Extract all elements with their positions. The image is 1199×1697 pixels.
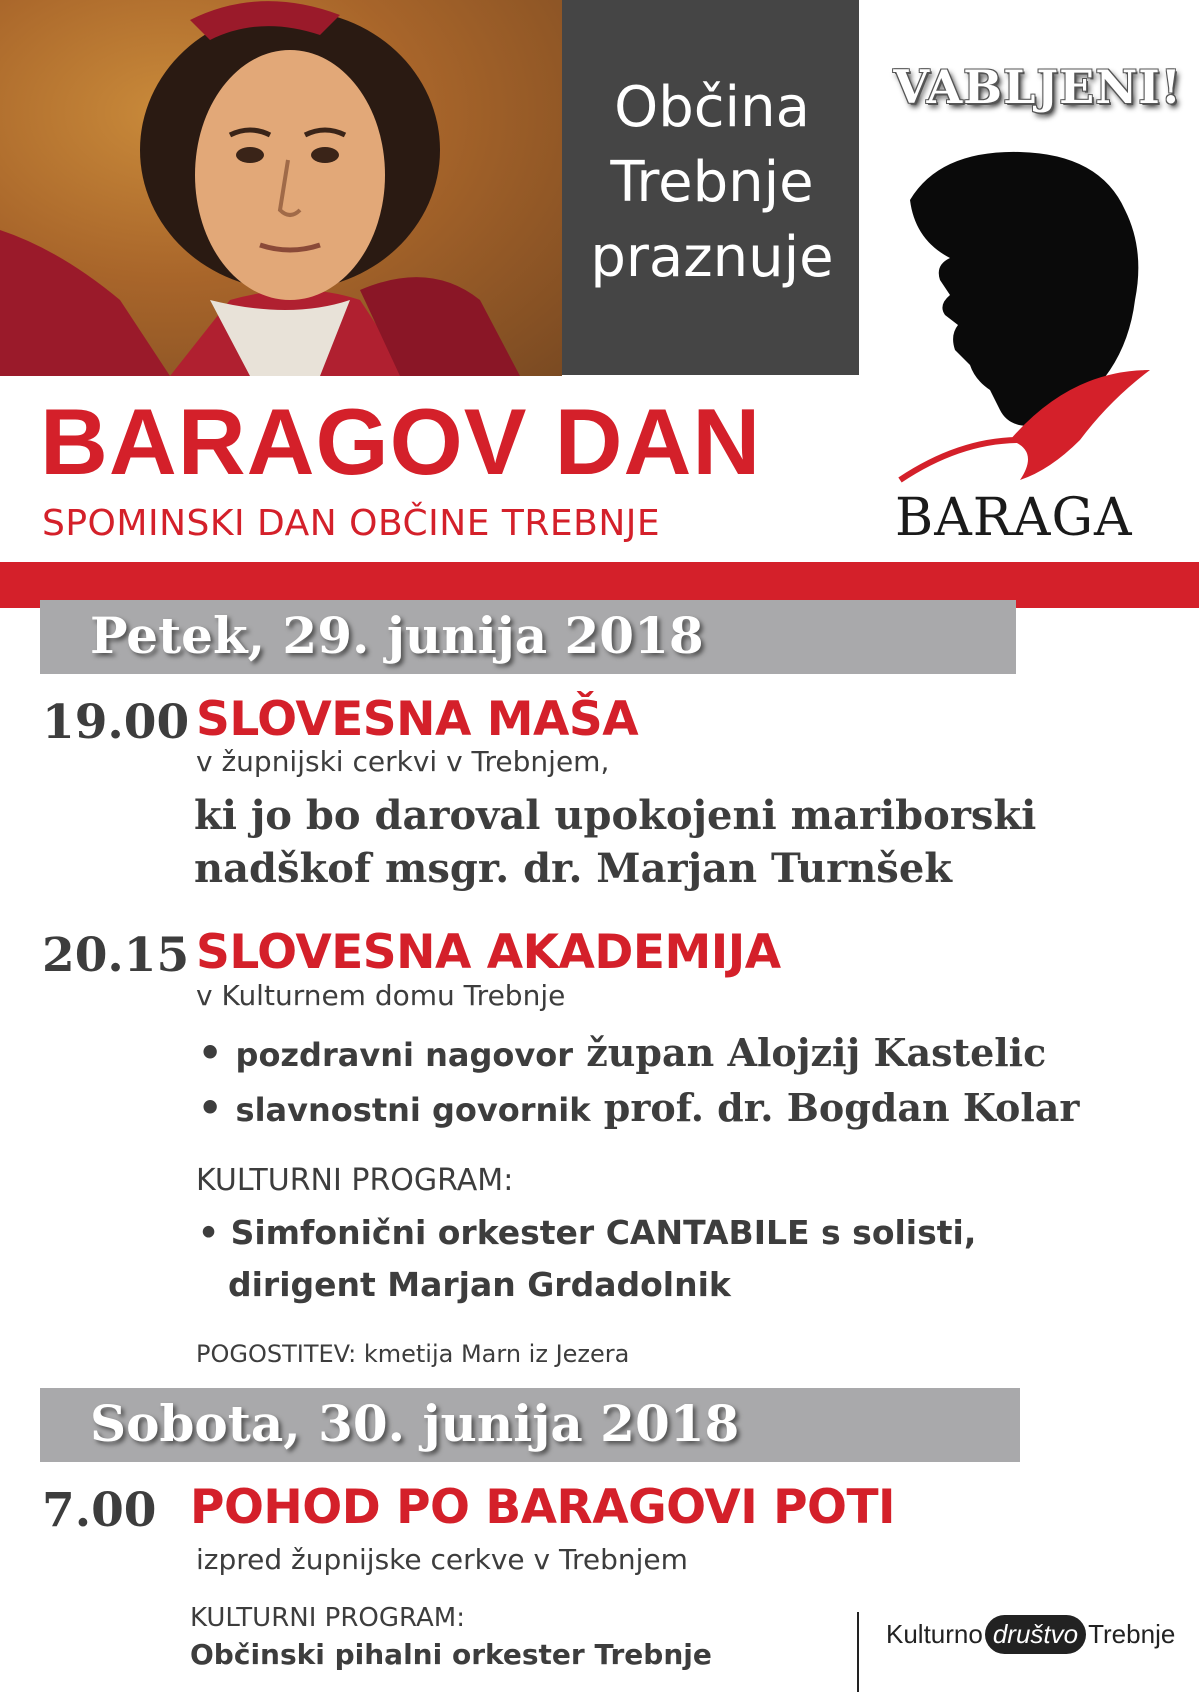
bullet-1-who: župan Alojzij Kastelic [586,1030,1047,1075]
program-line-1-text: Simfonični orkester CANTABILE s solisti, [230,1213,977,1252]
event2-program-label: KULTURNI PROGRAM: [196,1163,514,1198]
page-subtitle: SPOMINSKI DAN OBČINE TREBNJE [42,503,661,544]
baraga-silhouette-icon [880,140,1180,500]
bullet-dot: • [198,1213,231,1252]
bullet-dot: • [198,1030,236,1075]
kd-logo-right: Trebnje [1088,1619,1176,1649]
event1-name: SLOVESNA MAŠA [196,692,639,747]
day2-heading-bar [40,1388,1020,1462]
municipality-line-1: Občina [614,75,810,140]
bullet-1-prefix: pozdravni nagovor [235,1036,573,1074]
page-title: BARAGOV DAN [40,389,762,494]
event2-bullet-1 [198,1030,1046,1075]
refreshment-label: POGOSTITEV: [196,1340,357,1368]
municipality-line-2: Trebnje [610,150,814,215]
bullet-2-prefix: slavnostni govornik [235,1091,591,1129]
event2-time: 20.15 [42,928,190,983]
event2-program-line-2: dirigent Marjan Grdadolnik [228,1265,731,1304]
event1-detail-line-2: nadškof msgr. dr. Marjan Turnšek [194,845,952,892]
bullet-dot: • [198,1085,236,1130]
day1-heading: Petek, 29. junija 2018 [90,606,704,665]
kd-logo-middle: društvo [985,1615,1086,1654]
refreshment-value: kmetija Marn iz Jezera [363,1340,630,1368]
day2-heading: Sobota, 30. junija 2018 [90,1394,740,1453]
footer-divider [857,1612,859,1692]
bullet-2-who: prof. dr. Bogdan Kolar [603,1085,1080,1130]
municipality-line-3: praznuje [590,225,834,290]
municipality-box [562,0,859,375]
day2-program-label: KULTURNI PROGRAM: [190,1603,465,1633]
day2-event1-location: izpred župnijske cerkve v Trebnjem [196,1543,688,1576]
day1-heading-bar [40,600,1016,674]
event2-name: SLOVESNA AKADEMIJA [196,925,781,980]
event1-location: v župnijski cerkvi v Trebnjem, [196,745,610,778]
event2-location: v Kulturnem domu Trebnje [196,979,566,1012]
kulturno-drustvo-logo [886,1615,1175,1654]
event2-program-line-1 [198,1213,976,1252]
event2-refreshment [196,1340,629,1368]
day2-event1-time: 7.00 [42,1483,157,1538]
day2-program: Občinski pihalni orkester Trebnje [190,1638,712,1671]
portrait-painting [0,0,562,376]
event1-time: 19.00 [42,695,190,750]
baraga-logo-text: BARAGA [895,488,1133,548]
kd-logo-left: Kulturno [886,1619,983,1649]
event2-bullet-2 [198,1085,1079,1130]
event1-detail-line-1: ki jo bo daroval upokojeni mariborski [194,792,1037,839]
day2-event1-name: POHOD PO BARAGOVI POTI [190,1480,896,1535]
invite-text: VABLJENI! [893,60,1182,114]
